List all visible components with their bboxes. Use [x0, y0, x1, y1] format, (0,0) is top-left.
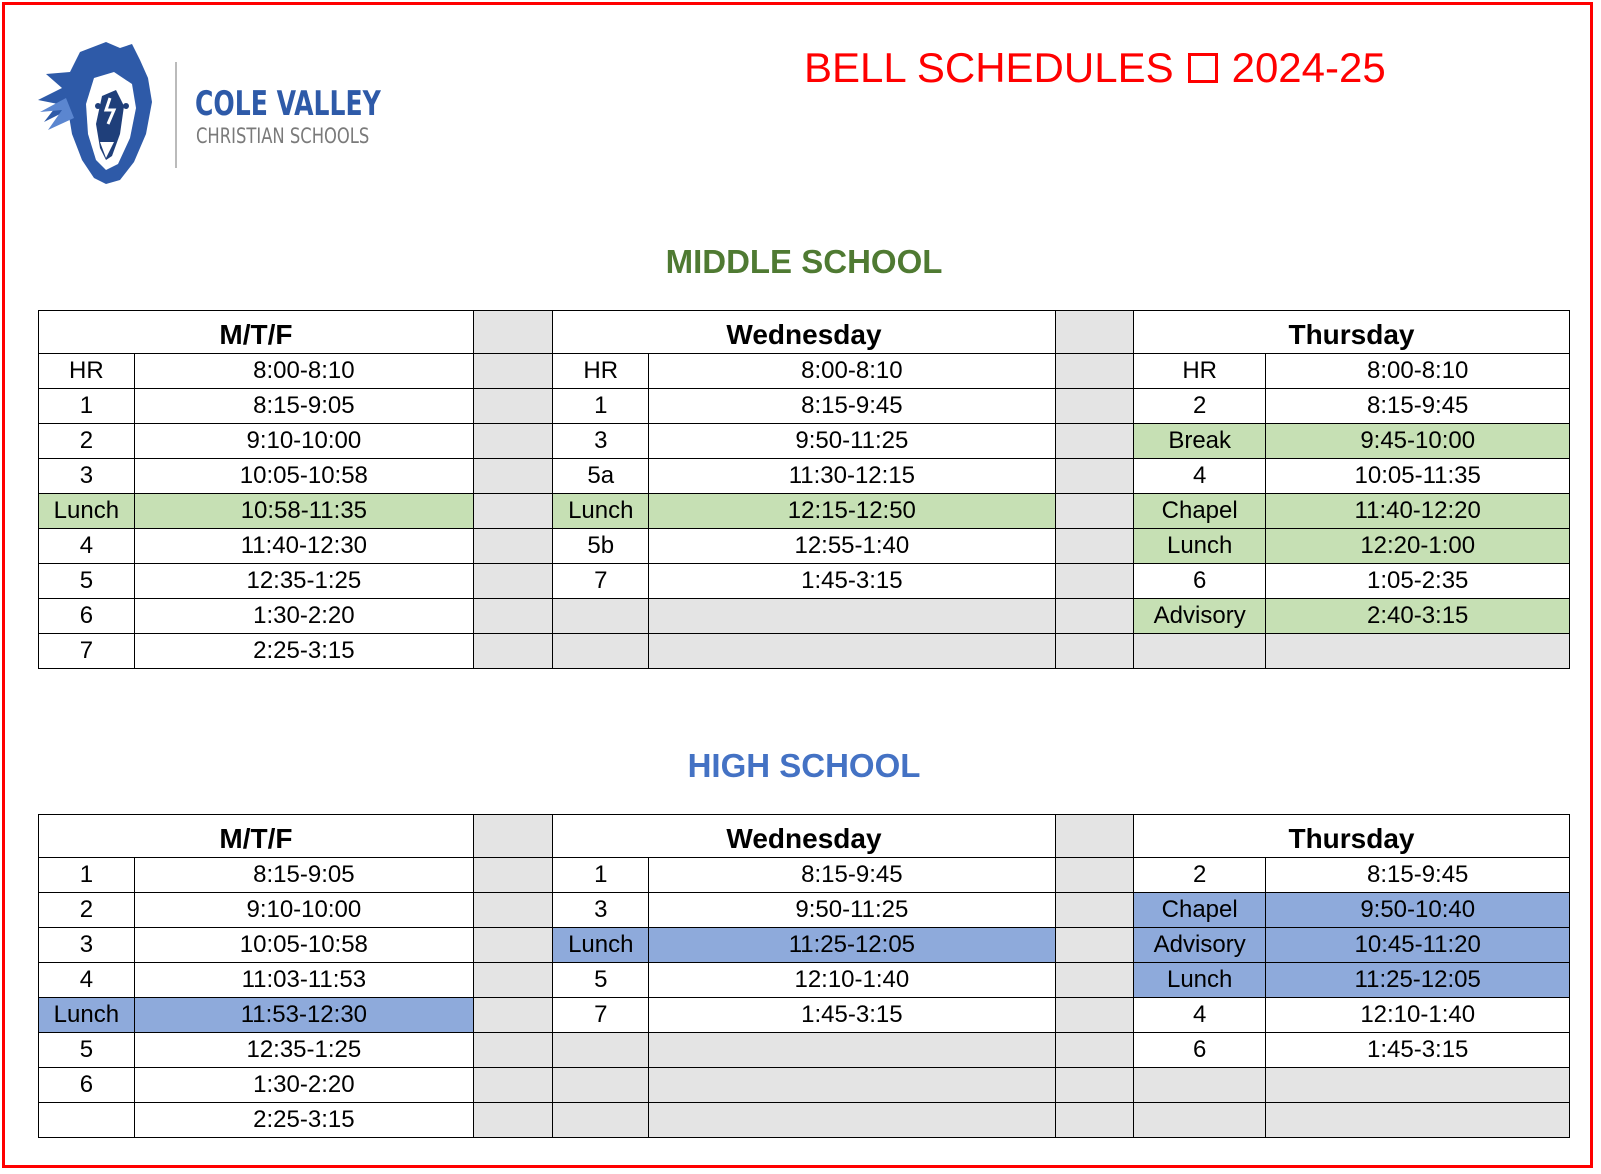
wednesday-period-cell: HR	[553, 354, 649, 389]
spacer-cell	[473, 424, 552, 459]
thursday-time-cell: 10:05-11:35	[1266, 459, 1570, 494]
day-header-mtf: M/T/F	[39, 815, 474, 858]
thursday-empty-cell	[1133, 1068, 1265, 1103]
thursday-period-cell: Chapel	[1133, 494, 1265, 529]
mtf-period-cell: Lunch	[39, 494, 135, 529]
thursday-period-cell: Advisory	[1133, 928, 1265, 963]
spacer-cell	[1055, 599, 1133, 634]
spacer-cell	[1055, 311, 1133, 354]
mtf-time-cell: 10:05-10:58	[134, 928, 473, 963]
spacer-cell	[473, 893, 552, 928]
checkbox-square-icon	[1188, 53, 1218, 83]
wednesday-empty-cell	[553, 1068, 649, 1103]
thursday-time-cell: 9:45-10:00	[1266, 424, 1570, 459]
schedule-row	[39, 389, 1570, 424]
spacer-cell	[473, 311, 552, 354]
thursday-time-cell: 1:05-2:35	[1266, 564, 1570, 599]
mtf-period-cell: 6	[39, 599, 135, 634]
spacer-cell	[1055, 815, 1133, 858]
thursday-time-cell: 10:45-11:20	[1266, 928, 1570, 963]
mtf-period-cell: 4	[39, 963, 135, 998]
wednesday-time-cell: 1:45-3:15	[649, 998, 1055, 1033]
mtf-period-cell: 3	[39, 928, 135, 963]
mtf-time-cell: 8:15-9:05	[134, 858, 473, 893]
mtf-time-cell: 12:35-1:25	[134, 564, 473, 599]
spacer-cell	[473, 1033, 552, 1068]
thursday-period-cell: Chapel	[1133, 893, 1265, 928]
schedule-row	[39, 1068, 1570, 1103]
wednesday-time-cell: 8:15-9:45	[649, 389, 1055, 424]
mtf-time-cell: 10:58-11:35	[134, 494, 473, 529]
schedule-row	[39, 599, 1570, 634]
mtf-time-cell: 2:25-3:15	[134, 634, 473, 669]
schedule-row	[39, 459, 1570, 494]
mtf-time-cell: 12:35-1:25	[134, 1033, 473, 1068]
thursday-period-cell: 2	[1133, 389, 1265, 424]
schedule-row	[39, 963, 1570, 998]
mtf-time-cell: 1:30-2:20	[134, 1068, 473, 1103]
mtf-period-cell: 2	[39, 893, 135, 928]
spacer-cell	[473, 858, 552, 893]
logo-school-name: COLE VALLEY	[195, 84, 381, 124]
spacer-cell	[1055, 1103, 1133, 1138]
wednesday-time-cell: 8:00-8:10	[649, 354, 1055, 389]
schedule-row	[39, 1103, 1570, 1138]
schedule-row	[39, 494, 1570, 529]
spacer-cell	[1055, 494, 1133, 529]
spacer-cell	[1055, 998, 1133, 1033]
spacer-cell	[473, 599, 552, 634]
wednesday-time-cell: 8:15-9:45	[649, 858, 1055, 893]
mtf-time-cell: 11:53-12:30	[134, 998, 473, 1033]
wednesday-empty-cell	[553, 599, 649, 634]
wednesday-period-cell: 3	[553, 893, 649, 928]
thursday-period-cell: 2	[1133, 858, 1265, 893]
wednesday-empty-cell	[553, 1033, 649, 1068]
thursday-time-cell: 2:40-3:15	[1266, 599, 1570, 634]
wednesday-time-cell: 9:50-11:25	[649, 893, 1055, 928]
thursday-time-cell: 9:50-10:40	[1266, 893, 1570, 928]
mtf-period-cell: 5	[39, 564, 135, 599]
thursday-period-cell: Lunch	[1133, 963, 1265, 998]
spacer-cell	[1055, 564, 1133, 599]
thursday-empty-cell	[1133, 1103, 1265, 1138]
schedule-row	[39, 928, 1570, 963]
mtf-time-cell: 8:15-9:05	[134, 389, 473, 424]
wednesday-time-cell: 12:55-1:40	[649, 529, 1055, 564]
wednesday-time-cell: 12:15-12:50	[649, 494, 1055, 529]
mtf-period-cell: 2	[39, 424, 135, 459]
thursday-empty-cell	[1266, 1103, 1570, 1138]
mtf-time-cell: 11:40-12:30	[134, 529, 473, 564]
mtf-period-cell: 6	[39, 1068, 135, 1103]
schedule-row	[39, 424, 1570, 459]
thursday-time-cell: 11:40-12:20	[1266, 494, 1570, 529]
schedule-row	[39, 1033, 1570, 1068]
wednesday-empty-cell	[649, 634, 1055, 669]
thursday-period-cell: Lunch	[1133, 529, 1265, 564]
day-header-wednesday: Wednesday	[553, 311, 1055, 354]
wednesday-period-cell: 3	[553, 424, 649, 459]
thursday-time-cell: 8:15-9:45	[1266, 858, 1570, 893]
spacer-cell	[473, 389, 552, 424]
wednesday-empty-cell	[649, 1033, 1055, 1068]
wednesday-period-cell: 5a	[553, 459, 649, 494]
mtf-time-cell: 9:10-10:00	[134, 424, 473, 459]
high-school-schedule-table	[38, 814, 1570, 1138]
mtf-period-cell: 7	[39, 634, 135, 669]
spacer-cell	[1055, 893, 1133, 928]
spacer-cell	[1055, 858, 1133, 893]
spacer-cell	[473, 459, 552, 494]
thursday-period-cell: 6	[1133, 1033, 1265, 1068]
mtf-period-cell: 1	[39, 858, 135, 893]
mtf-period-cell: 3	[39, 459, 135, 494]
wednesday-period-cell: 7	[553, 564, 649, 599]
middle-school-schedule-table	[38, 310, 1570, 669]
wednesday-empty-cell	[649, 1068, 1055, 1103]
spacer-cell	[473, 634, 552, 669]
mtf-period-cell: 1	[39, 389, 135, 424]
thursday-period-cell: Break	[1133, 424, 1265, 459]
thursday-period-cell: 4	[1133, 998, 1265, 1033]
spacer-cell	[1055, 529, 1133, 564]
spacer-cell	[473, 928, 552, 963]
schedule-row	[39, 998, 1570, 1033]
wednesday-time-cell: 11:30-12:15	[649, 459, 1055, 494]
spacer-cell	[473, 998, 552, 1033]
schedule-row	[39, 529, 1570, 564]
schedule-row	[39, 858, 1570, 893]
mtf-time-cell: 1:30-2:20	[134, 599, 473, 634]
spacer-cell	[1055, 634, 1133, 669]
thursday-time-cell: 12:20-1:00	[1266, 529, 1570, 564]
wednesday-time-cell: 12:10-1:40	[649, 963, 1055, 998]
thursday-time-cell: 8:15-9:45	[1266, 389, 1570, 424]
middle-school-title: MIDDLE SCHOOL	[665, 243, 943, 280]
wednesday-period-cell: Lunch	[553, 928, 649, 963]
thursday-period-cell: Advisory	[1133, 599, 1265, 634]
mtf-time-cell: 11:03-11:53	[134, 963, 473, 998]
day-header-mtf: M/T/F	[39, 311, 474, 354]
wednesday-time-cell: 9:50-11:25	[649, 424, 1055, 459]
thursday-time-cell: 1:45-3:15	[1266, 1033, 1570, 1068]
mtf-time-cell: 2:25-3:15	[134, 1103, 473, 1138]
high-school-title: HIGH SCHOOL	[687, 747, 921, 784]
thursday-period-cell: HR	[1133, 354, 1265, 389]
page-title-text: BELL SCHEDULES	[804, 44, 1174, 91]
wednesday-empty-cell	[553, 634, 649, 669]
thursday-time-cell: 12:10-1:40	[1266, 998, 1570, 1033]
spacer-cell	[473, 354, 552, 389]
thursday-time-cell: 8:00-8:10	[1266, 354, 1570, 389]
wednesday-time-cell: 1:45-3:15	[649, 564, 1055, 599]
spacer-cell	[1055, 928, 1133, 963]
spacer-cell	[1055, 1068, 1133, 1103]
wednesday-empty-cell	[553, 1103, 649, 1138]
spacer-cell	[473, 529, 552, 564]
mtf-time-cell: 8:00-8:10	[134, 354, 473, 389]
spacer-cell	[1055, 424, 1133, 459]
wednesday-period-cell: 7	[553, 998, 649, 1033]
wednesday-period-cell: 1	[553, 389, 649, 424]
day-header-row	[39, 815, 1570, 858]
wednesday-period-cell: 5b	[553, 529, 649, 564]
thursday-period-cell: 4	[1133, 459, 1265, 494]
thursday-empty-cell	[1266, 1068, 1570, 1103]
thursday-empty-cell	[1133, 634, 1265, 669]
spacer-cell	[473, 963, 552, 998]
spacer-cell	[1055, 963, 1133, 998]
day-header-wednesday: Wednesday	[553, 815, 1055, 858]
schedule-row	[39, 893, 1570, 928]
mtf-period-cell: HR	[39, 354, 135, 389]
spacer-cell	[473, 1103, 552, 1138]
wednesday-period-cell: 5	[553, 963, 649, 998]
logo-divider	[175, 62, 177, 168]
mtf-period-cell: 5	[39, 1033, 135, 1068]
logo-school-subtitle: CHRISTIAN SCHOOLS	[196, 124, 370, 148]
spacer-cell	[1055, 389, 1133, 424]
spacer-cell	[473, 1068, 552, 1103]
day-header-thursday: Thursday	[1133, 311, 1569, 354]
wednesday-period-cell: Lunch	[553, 494, 649, 529]
page-title	[804, 44, 1386, 92]
mtf-period-cell	[39, 1103, 135, 1138]
thursday-period-cell: 6	[1133, 564, 1265, 599]
wednesday-empty-cell	[649, 599, 1055, 634]
thursday-time-cell: 11:25-12:05	[1266, 963, 1570, 998]
spacer-cell	[1055, 1033, 1133, 1068]
mtf-time-cell: 10:05-10:58	[134, 459, 473, 494]
spacer-cell	[1055, 354, 1133, 389]
schedule-row	[39, 354, 1570, 389]
wednesday-empty-cell	[649, 1103, 1055, 1138]
schedule-row	[39, 564, 1570, 599]
day-header-thursday: Thursday	[1133, 815, 1569, 858]
day-header-row	[39, 311, 1570, 354]
mtf-period-cell: Lunch	[39, 998, 135, 1033]
mtf-time-cell: 9:10-10:00	[134, 893, 473, 928]
wednesday-time-cell: 11:25-12:05	[649, 928, 1055, 963]
spacer-cell	[473, 494, 552, 529]
spacer-cell	[1055, 459, 1133, 494]
thursday-empty-cell	[1266, 634, 1570, 669]
spacer-cell	[473, 564, 552, 599]
spacer-cell	[473, 815, 552, 858]
schedule-row	[39, 634, 1570, 669]
mustang-logo-icon	[36, 38, 176, 186]
mtf-period-cell: 4	[39, 529, 135, 564]
page-title-year: 2024-25	[1231, 44, 1386, 91]
wednesday-period-cell: 1	[553, 858, 649, 893]
